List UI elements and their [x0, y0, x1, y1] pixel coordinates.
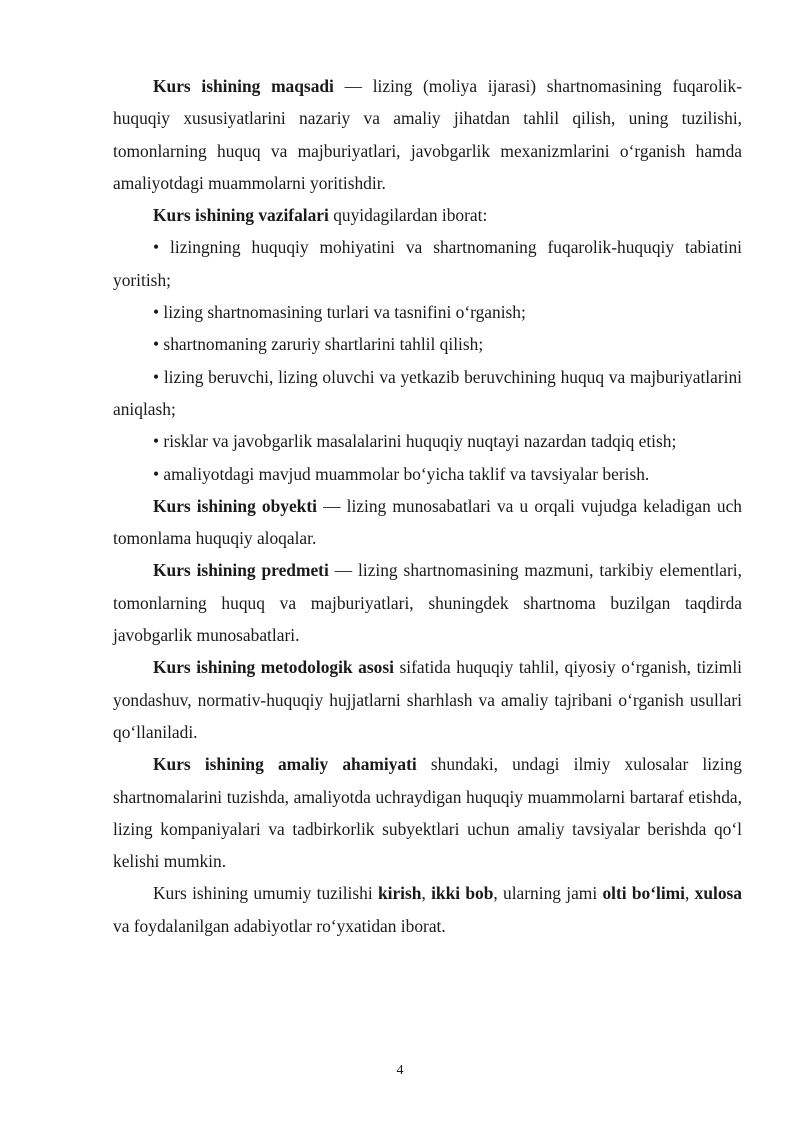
bullet-item: • shartnomaning zaruriy shartlarini tahlil qilish;: [153, 334, 484, 355]
paragraph-tuzilish: [113, 877, 742, 942]
text-obyekt: — lizing munosabatlari va u orqali vujudga keladigan uch tomonlama huquqiy aloqalar.: [113, 495, 742, 549]
paragraph-metodologik: [113, 651, 742, 748]
term-maqsad: Kurs ishining maqsadi: [153, 76, 334, 96]
paragraph-predmet: [113, 554, 742, 651]
paragraph-maqsad: [113, 70, 742, 199]
term-olti-bolimi: olti bo‘limi: [602, 883, 685, 904]
text-tuzilish-5: va foydalanilgan adabiyotlar ro‘yxatidan iborat.: [113, 915, 446, 936]
term-predmet: Kurs ishining predmeti: [153, 560, 329, 581]
bullet-item: • lizing shartnomasining turlari va tasnifini o‘rganish;: [153, 302, 526, 323]
text-vazifalar: quyidagilardan iborat:: [328, 205, 488, 226]
bullet-item: • risklar va javobgarlik masalalarini huquqiy nuqtayi nazardan tadqiq etish;: [153, 431, 677, 452]
term-xulosa: xulosa: [694, 883, 742, 904]
bullet-item: • lizing beruvchi, lizing oluvchi va yetkazib beruvchining huquq va majburiyatlarini aniqlash;: [113, 366, 742, 419]
document-body: [113, 70, 742, 942]
term-ahamiyat: Kurs ishining amaliy ahamiyati: [153, 754, 417, 775]
paragraph-ahamiyat: [113, 748, 742, 877]
bullet-item: • lizingning huquqiy mohiyatini va shartnomaning fuqarolik-huquqiy tabiatini yoritish;: [113, 237, 742, 290]
term-kirish: kirish: [377, 883, 422, 904]
paragraph-vazifalar: [113, 199, 742, 231]
bullet-item: • amaliyotdagi mavjud muammolar bo‘yicha taklif va tavsiyalar berish.: [153, 463, 650, 484]
term-vazifalar: Kurs ishining vazifalari: [153, 205, 329, 226]
text-tuzilish-2: ,: [421, 883, 432, 904]
text-ahamiyat: shundaki, undagi ilmiy xulosalar lizing shartnomalarini tuzishda, amaliyotda uchraydigan huquqiy muammolarni bartaraf etishda, lizing kompaniyalari va tadbirkorlik subyektlari uchun amaliy tavsiyalar berishda qo‘l kelishi mumkin.: [113, 754, 742, 872]
text-tuzilish-4: ,: [685, 883, 695, 904]
text-tuzilish-3: , ularning jami: [493, 883, 603, 904]
text-metodologik: sifatida huquqiy tahlil, qiyosiy o‘rganish, tizimli yondashuv, normativ-huquqiy hujjatlarni sharhlash va amaliy tajribani o‘rganish usullari qo‘llaniladi.: [113, 657, 742, 742]
page-number: 4: [396, 1063, 404, 1078]
text-predmet: — lizing shartnomasining mazmuni, tarkibiy elementlari, tomonlarning huquq va majburiyatlari, shuningdek shartnoma buzilgan taqdirda javobgarlik munosabatlari.: [113, 560, 742, 646]
text-tuzilish-1: Kurs ishining umumiy tuzilishi: [153, 883, 378, 904]
paragraph-obyekt: [113, 490, 742, 555]
text-maqsad: — lizing (moliya ijarasi) shartnomasining fuqarolik-huquqiy xususiyatlarini nazariy va amaliy jihatdan tahlil qilish, uning tuzilishi, tomonlarning huquq va majburiyatlari, javobgarlik mexanizmlarini o‘rganish hamda amaliyotdagi muammolarni yoritishdir.: [113, 76, 742, 193]
term-obyekt: Kurs ishining obyekti: [153, 495, 317, 516]
term-ikki-bob: ikki bob: [431, 883, 494, 904]
term-metodologik: Kurs ishining metodologik asosi: [153, 657, 394, 678]
